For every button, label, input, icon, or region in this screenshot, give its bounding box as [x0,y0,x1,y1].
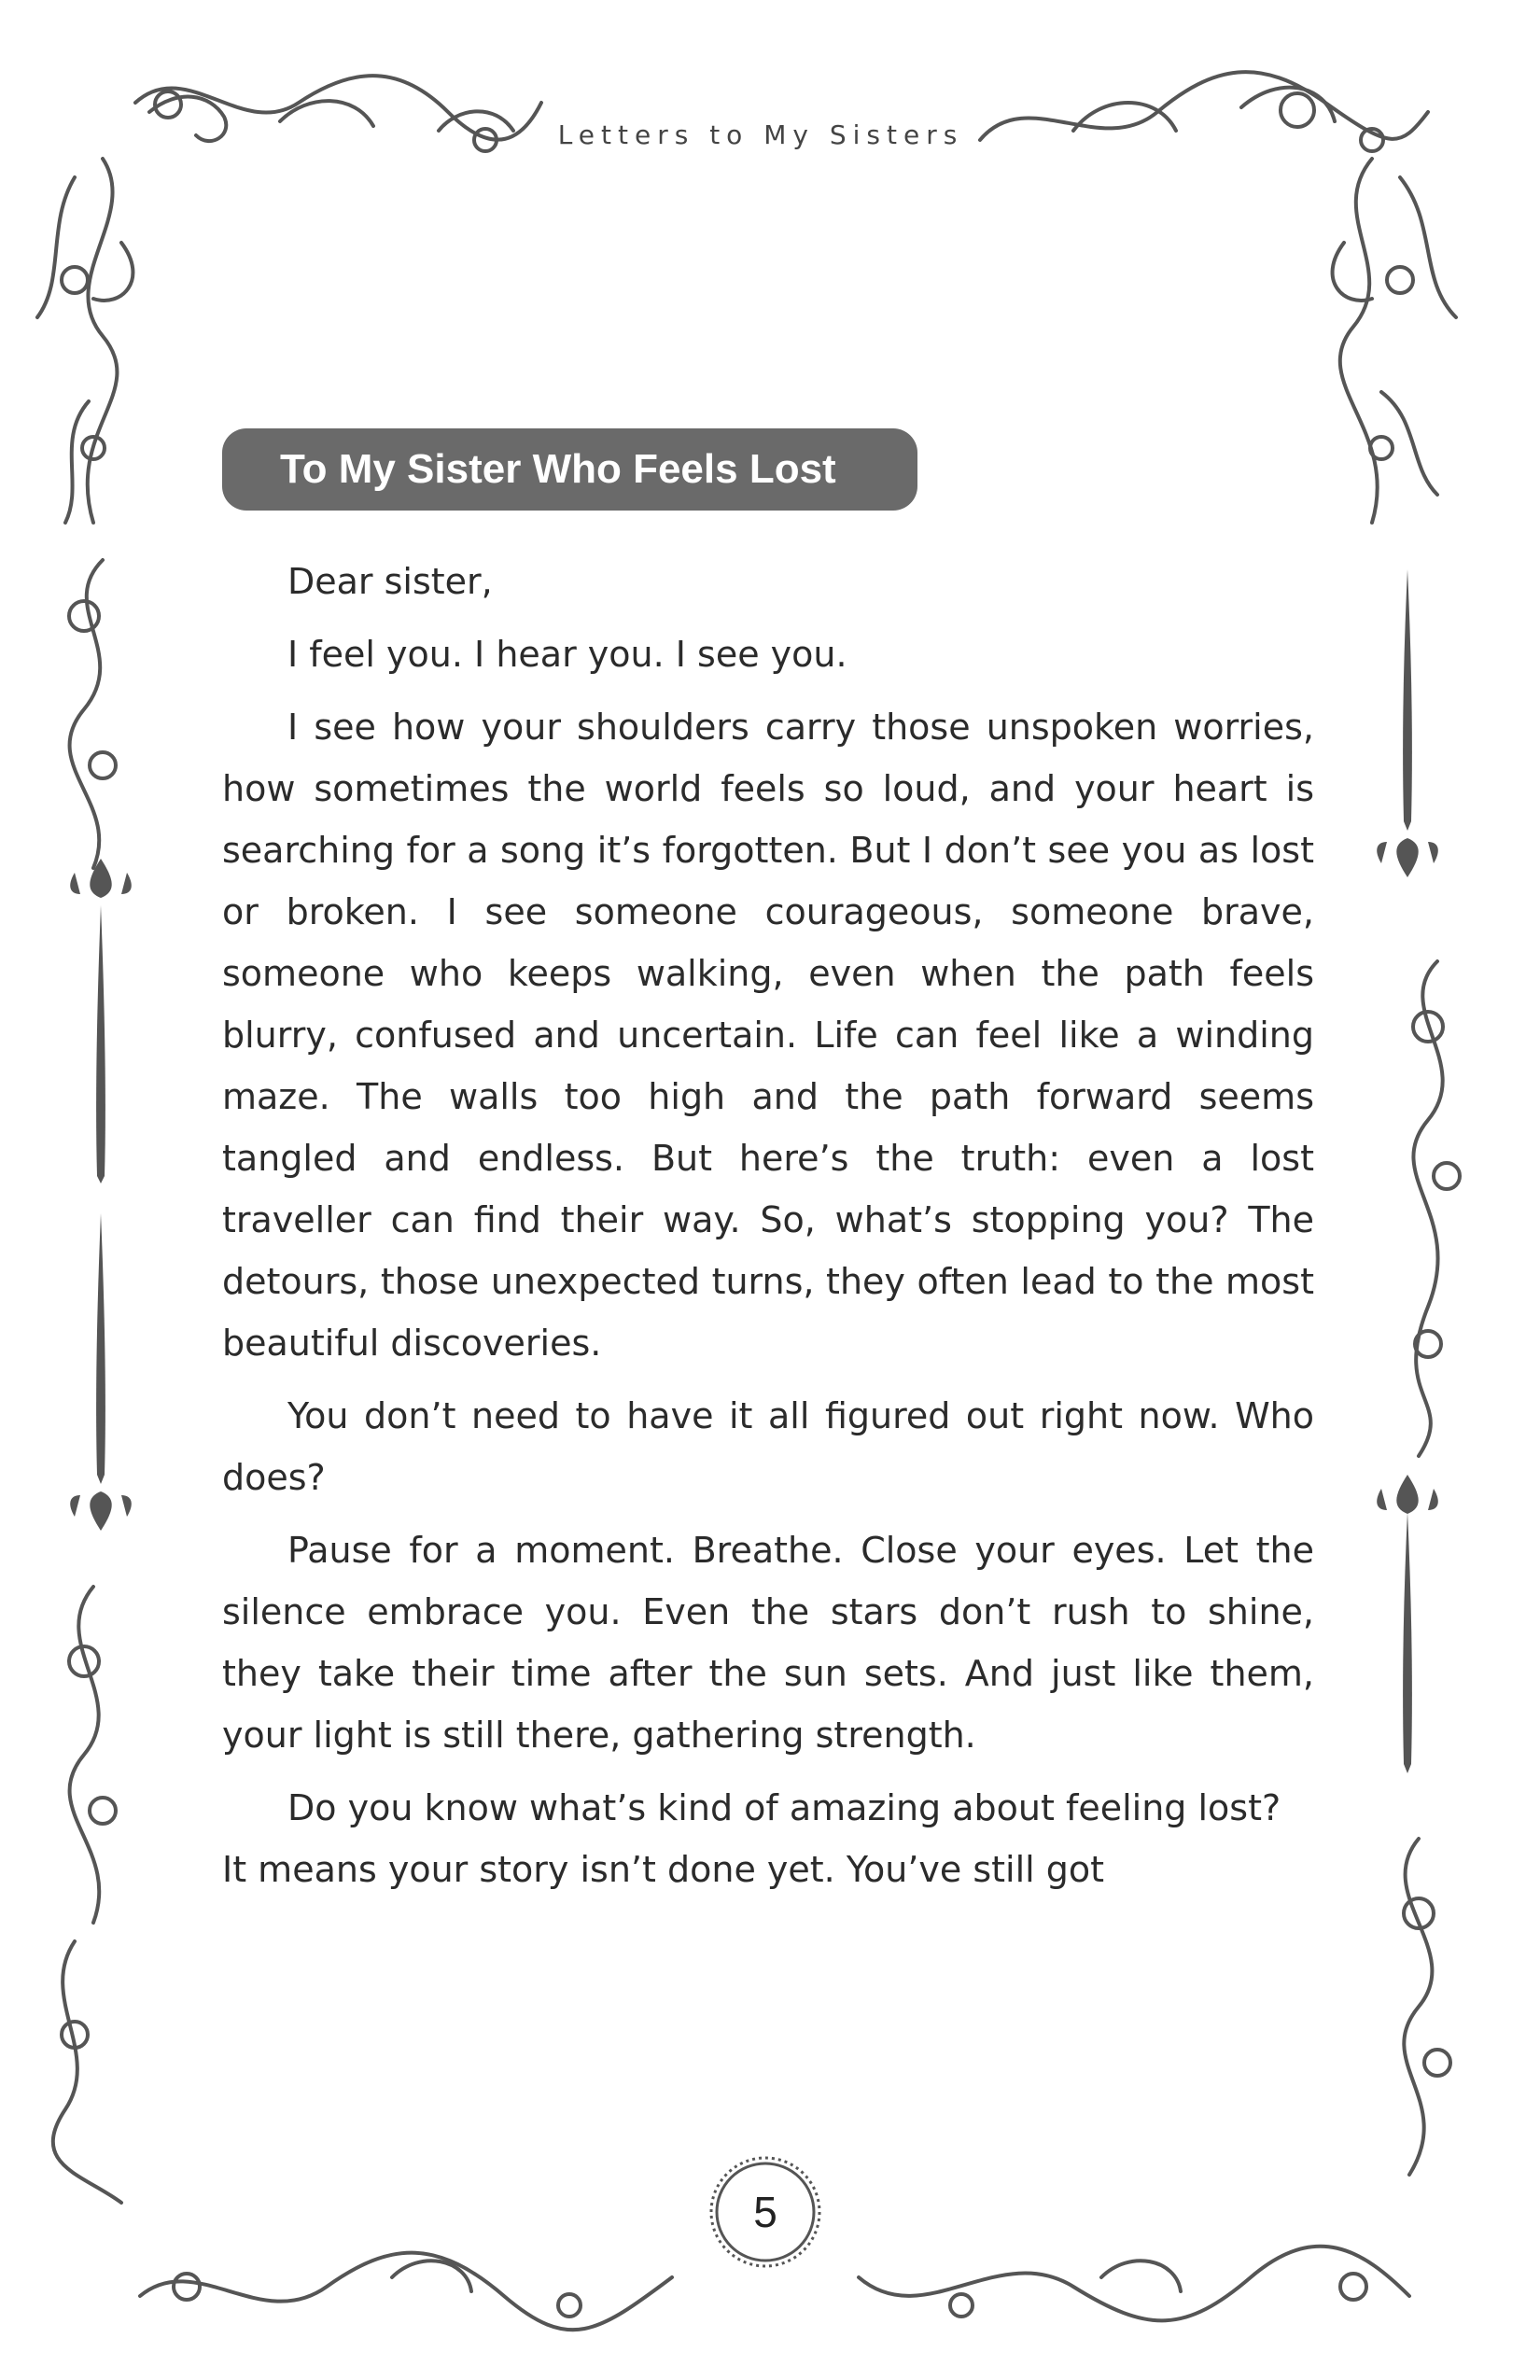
paragraph: I feel you. I hear you. I see you. [287,634,847,675]
top-right-flourish [980,72,1428,140]
left-spindle-lower [96,1213,105,1484]
chapter-title: To My Sister Who Feels Lost [280,446,836,492]
paragraph: I see how your shoulders carry those unspoken worries, how sometimes the world feels so loud, and your heart is searching for a song it’s forgotten. But I don’t see you as lost or broken. I see someone courageous, someone brave, someone who keeps walking, even when the path feels blurry, confused and uncertain. Life can feel like a winding maze. The walls too high and the path forward seems tangled and endless. But here’s the truth: even a lost traveller can find their way. So, what’s stopping you? The detours, those unexpected turns, they often lead to the most beautiful discoveries. [222,707,1314,1364]
paragraph: Dear sister, [287,561,493,602]
page-number: 5 [753,2188,777,2236]
left-spindle-upper [96,905,105,1183]
right-spindle-lower [1403,1512,1412,1773]
chapter-title-banner [222,428,917,511]
paragraph: Do you know what’s kind of amazing about feeling lost? It means your story isn’t done yet. You’ve still got [222,1787,1281,1890]
paragraph: Pause for a moment. Breathe. Close your eyes. Let the silence embrace you. Even the stars don’t rush to shine, they take their time after the sun sets. And just like them, your light is still there, gathering strength. [222,1530,1314,1756]
right-spindle-upper [1403,569,1412,831]
letter-body [222,551,1314,1911]
running-header: Letters to My Sisters [557,119,964,150]
bottom-left-flourish [140,2253,672,2331]
bottom-right-flourish [859,2247,1409,2321]
paragraph: You don’t need to have it all figured out right now. Who does? [222,1395,1314,1498]
page-number-badge [700,2147,831,2277]
